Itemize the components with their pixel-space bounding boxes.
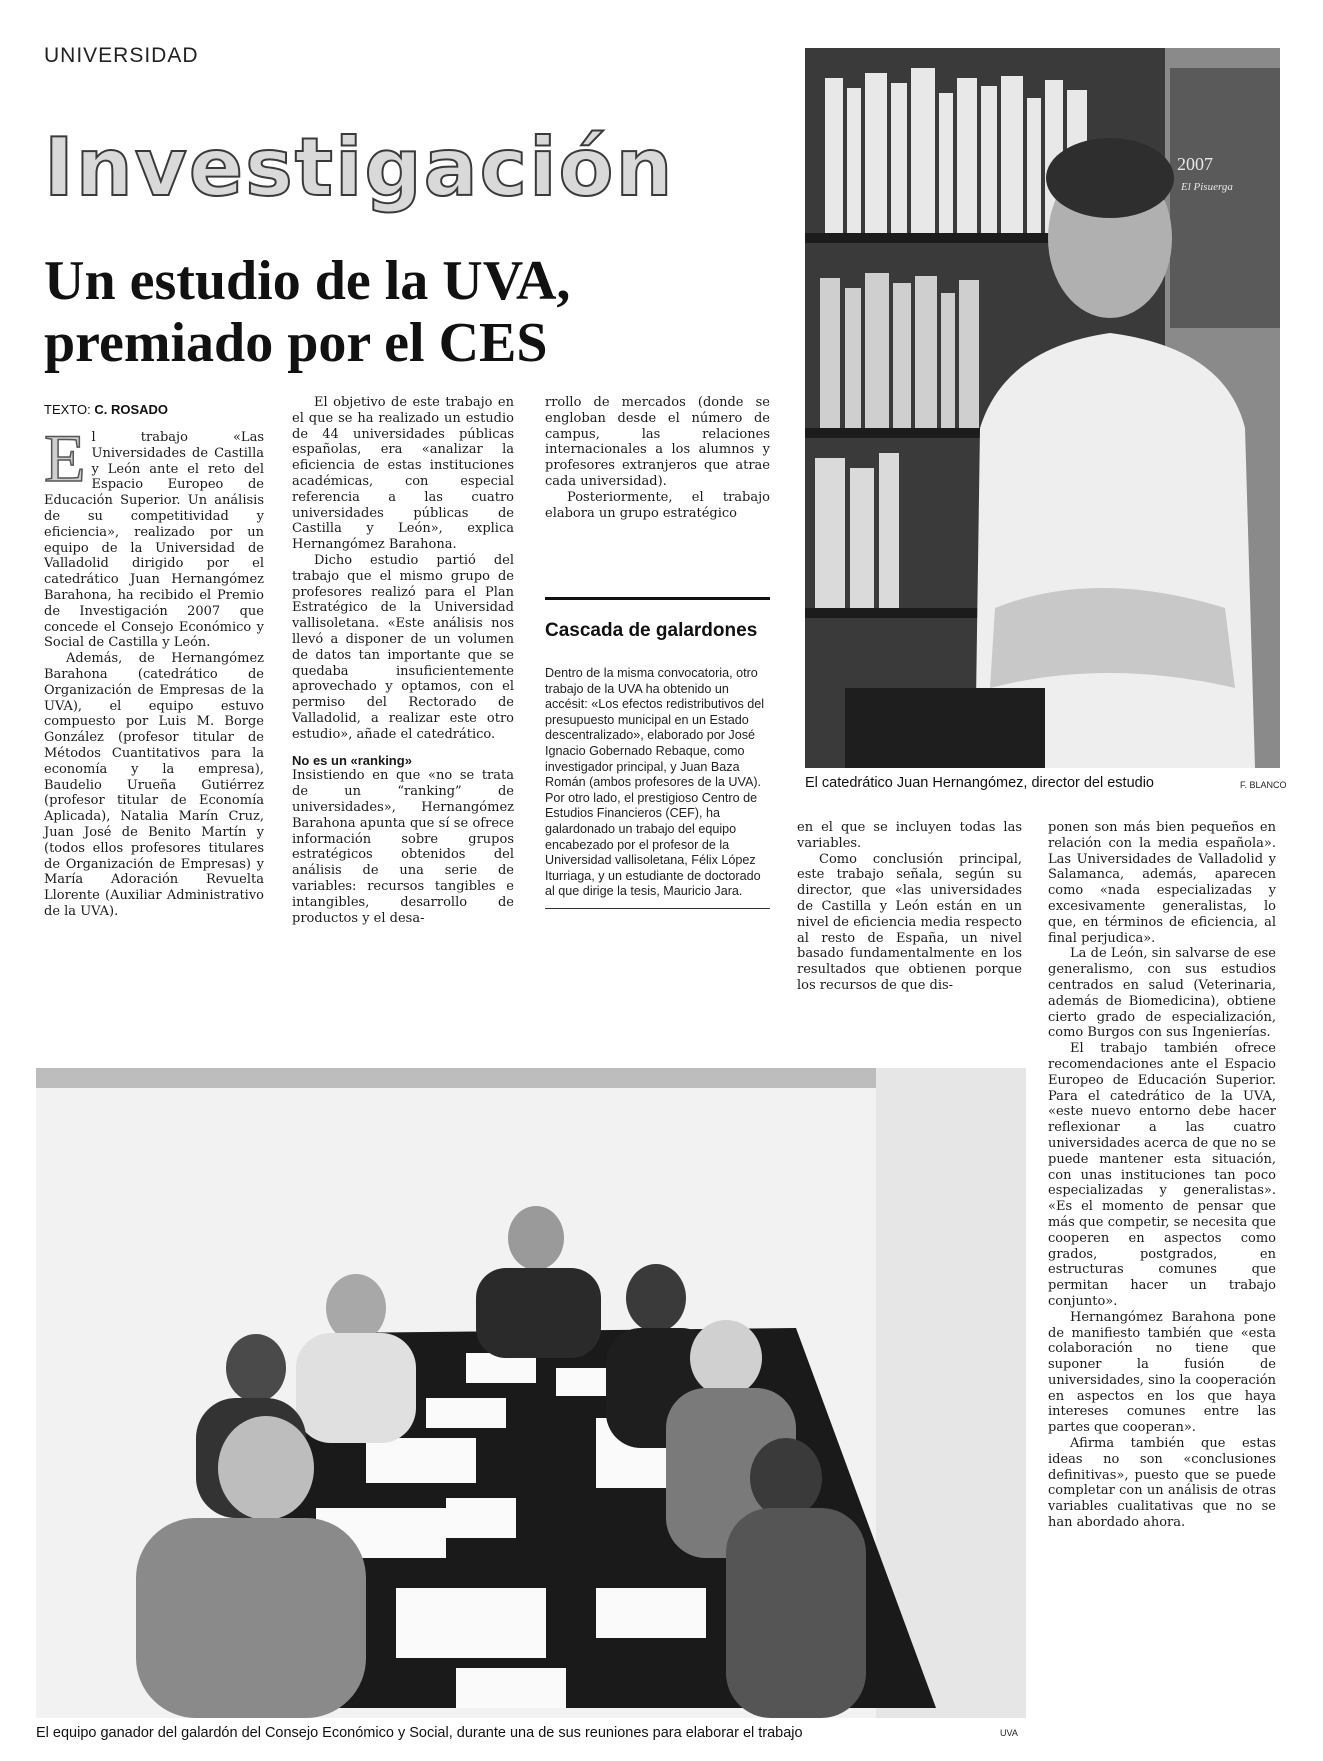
article-paragraph: Dicho estudio partió del trabajo que el mismo grupo de profesores realizó para el Plan Estratégico de la Universidad vallisoletana. «Este análisis nos llevó a disponer de un volumen de datos tan importante que se quedaba insuficientemente aprovechado y optamos, con el permiso del Rectorado de Valladolid, a realizar este otro estudio», añade el catedrático. bbox=[292, 552, 514, 742]
photo-professor-caption: El catedrático Juan Hernangómez, director del estudio bbox=[805, 775, 1154, 791]
byline-label: TEXTO: bbox=[44, 402, 91, 417]
article-paragraph: Como conclusión principal, este trabajo señala, según su director, que «las universidades de Castilla y León están en un nivel de eficiencia media respecto al resto de España, un nivel basado fundamentalmente en los resultados que obtienen porque los recursos de que dis- bbox=[797, 851, 1022, 993]
photo-team-credit: UVA bbox=[1000, 1728, 1018, 1738]
article-paragraph: La de León, sin salvarse de ese generalismo, con sus estudios centrados en salud (Veterinaria, además de Biomedicina), obtiene cierto grado de especialización, como Burgos con sus Ingenierías. bbox=[1048, 946, 1276, 1041]
article-column-3 bbox=[545, 395, 770, 521]
article-paragraph: El objetivo de este trabajo en el que se ha realizado un estudio de 44 universidades públicas españolas, era «analizar la eficiencia de estas instituciones académicas, con especial referencia a las cuatro universidades públicas de Castilla y León», explica Hernangómez Barahona. bbox=[292, 395, 514, 553]
article-paragraph: rrollo de mercados (donde se engloban desde el número de campus, las relaciones internacionales a los alumnos y profesores extranjeros que atrae cada universidad). bbox=[545, 395, 770, 489]
article-paragraph: El trabajo «Las Universidades de Castilla y León ante el reto del Espacio Europeo de Educación Superior. Un análisis de su competitividad y eficiencia», realizado por un equipo de la Universidad de Valladolid dirigido por el catedrático Juan Hernangómez Barahona, ha recibido el Premio de Investigación 2007 que concede el Consejo Económico y Social de Castilla y León. bbox=[44, 420, 264, 651]
article-paragraph: El trabajo también ofrece recomendaciones ante el Espacio Europeo de Educación Superior. Para el catedrático de la UVA, «este nuevo entorno debe hacer reflexionar a las cuatro universidades acerca de que no se puede mantener esta situación, con unas instituciones tan poco especializadas y generalistas». «Es el momento de pensar que más que competir, se necesita que cooperen en aspectos como grados, postgrados, en estructuras comunes que permitan hacer un trabajo conjunto». bbox=[1048, 1041, 1276, 1309]
photo-professor bbox=[805, 48, 1280, 768]
photo-team-caption: El equipo ganador del galardón del Consejo Económico y Social, durante una de sus reuniones para elaborar el trabajo bbox=[36, 1725, 803, 1741]
article-paragraph: ponen son más bien pequeños en relación con la media española». Las Universidades de Valladolid y Salamanca, además, aparecen como «nada especializadas y excesivamente generalistas, lo que, en términos de eficiencia, al final perjudica». bbox=[1048, 820, 1276, 946]
sidebar-text: Dentro de la misma convocatoria, otro trabajo de la UVA ha obtenido un accésit: «Los efectos redistributivos del presupuesto municipal en un Estado descentralizado», elaborado por José Ignacio Gobernado Rebaque, como investigador principal, y Juan Baza Román (ambos profesores de la UVA). Por otro lado, el prestigioso Centro de Estudios Financieros (CEF), ha galardonado un trabajo del equipo encabezado por el profesor de la Universidad vallisoletana, Félix López Iturriaga, y un estudiante de doctorado al que dirige la tesis, Mauricio Jara. bbox=[545, 666, 765, 899]
photo-team-image bbox=[36, 1068, 1026, 1718]
article-paragraph: Posteriormente, el trabajo elabora un grupo estratégico bbox=[545, 489, 770, 521]
sidebar-title: Cascada de galardones bbox=[545, 620, 758, 641]
subheading: No es un «ranking» bbox=[292, 752, 412, 768]
calendar-year: 2007 bbox=[1177, 154, 1213, 174]
calendar-sign: El Pisuerga bbox=[1181, 181, 1233, 193]
article-paragraph: Afirma también que estas ideas no son «conclusiones definitivas», puesto que se puede completar con un análisis de otras variables cualitativas que no se han abordado ahora. bbox=[1048, 1436, 1276, 1531]
article-column-2 bbox=[292, 395, 514, 926]
article-paragraph: en el que se incluyen todas las variables. bbox=[797, 820, 1022, 851]
byline-author: C. ROSADO bbox=[94, 402, 169, 417]
headline-line-1: Un estudio de la UVA, bbox=[44, 250, 571, 312]
article-column-1 bbox=[44, 420, 264, 920]
article-column-5 bbox=[1048, 820, 1276, 1531]
kicker-title: Investigación bbox=[44, 121, 675, 214]
headline-line-2: premiado por el CES bbox=[44, 312, 548, 374]
section-label: UNIVERSIDAD bbox=[44, 44, 199, 67]
article-column-4 bbox=[797, 820, 1022, 994]
drop-cap: E bbox=[44, 420, 86, 496]
photo-professor-credit: F. BLANCO bbox=[1240, 780, 1287, 790]
article-paragraph: Insistiendo en que «no se trata de un “ranking” de universidades», Hernangómez Barahona apunta que sí se ofrece información sobre grupos estratégicos obtenidos del análisis de una serie de variables: recursos tangibles e intangibles, desarrollo de productos y el desa- bbox=[292, 768, 514, 926]
sidebar-bottom-rule bbox=[545, 908, 770, 909]
article-paragraph: Además, de Hernangómez Barahona (catedrático de Organización de Empresas de la UVA), el equipo estuvo compuesto por Luis M. Borge González (profesor titular de Métodos Cuantitativos para la economía y la empresa), Baudelio Urueña Gutiérrez (profesor titular de Economía Aplicada), Natalia Marín Cruz, Juan José de Benito Martín y (todos ellos profesores titulares de Organización de Empresas) y María Adoración Revuelta Llorente (Auxiliar Administrativo de la UVA). bbox=[44, 651, 264, 919]
byline bbox=[44, 402, 168, 417]
sidebar-top-rule bbox=[545, 597, 770, 600]
headline bbox=[44, 250, 784, 374]
photo-professor-image bbox=[805, 48, 1280, 768]
article-paragraph: Hernangómez Barahona pone de manifiesto también que «esta colaboración no tiene que suponer la fusión de universidades, sino la cooperación en aspectos en los que haya intereses comunes entre las partes que cooperan». bbox=[1048, 1309, 1276, 1436]
photo-team bbox=[36, 1068, 1026, 1718]
sidebar-box bbox=[545, 597, 770, 909]
